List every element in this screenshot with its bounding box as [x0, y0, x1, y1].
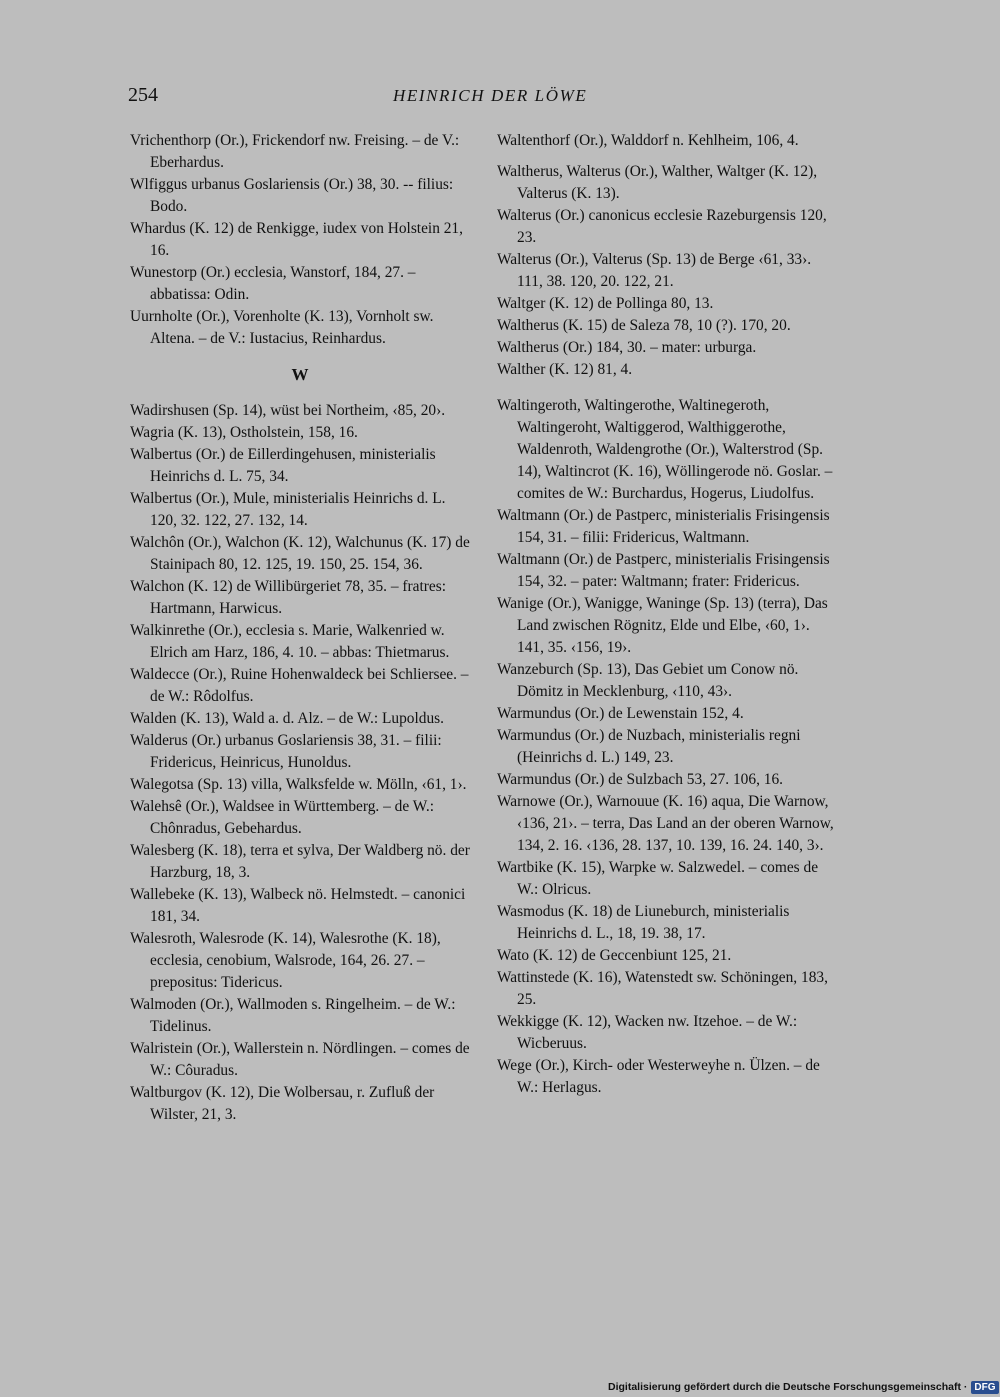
index-entry: Waltenthorf (Or.), Walddorf n. Kehlheim, 106, 4. — [497, 132, 799, 149]
index-entry: Warnowe (Or.), Warnouue (K. 16) aqua, Die Warnow, ‹136, 21›. – terra, Das Land an der oberen Warnow, 134, 2. 16. ‹136, 28. 137, 10. 139, 16. 24. 140, 3›. — [497, 793, 834, 854]
index-entry: Walkinrethe (Or.), ecclesia s. Marie, Walkenried w. Elrich am Harz, 186, 4. 10. – abbas: Thietmarus. — [130, 622, 450, 661]
index-entry: Wasmodus (K. 18) de Liuneburch, ministerialis Heinrichs d. L., 18, 19. 38, 17. — [497, 903, 790, 942]
index-entry: Waltherus, Walterus (Or.), Walther, Waltger (K. 12), Valterus (K. 13). — [497, 163, 818, 202]
index-entry: Walbertus (Or.) de Eillerdingehusen, ministerialis Heinrichs d. L. 75, 34. — [130, 446, 436, 485]
index-entry: Waltingeroth, Waltingerothe, Waltinegeroth, Waltingeroht, Waltiggerod, Walthiggerothe, Waldenroth, Waldengrothe (Or.), Walterstrod (Sp. 14), Waltincrot (K. 16), Wöllingerode nö. Goslar. – comites de W.: Burchardus, Hogerus, Liudolfus. — [497, 397, 833, 502]
index-entry: Waltherus (Or.) 184, 30. – mater: urburga. — [497, 339, 757, 356]
section-letter: W — [291, 365, 309, 384]
index-entry: Warmundus (Or.) de Nuzbach, ministerialis regni (Heinrichs d. L.) 149, 23. — [497, 727, 801, 766]
page-header — [128, 84, 836, 114]
right-column — [497, 130, 837, 1099]
index-entry: Waltburgov (K. 12), Die Wolbersau, r. Zufluß der Wilster, 21, 3. — [130, 1084, 435, 1123]
index-entry: Walristein (Or.), Wallerstein n. Nördlingen. – comes de W.: Côuradus. — [130, 1040, 470, 1079]
footer-text: Digitalisierung gefördert durch die Deutsche Forschungsgemeinschaft · — [608, 1381, 968, 1393]
index-entry: Wekkigge (K. 12), Wacken nw. Itzehoe. – de W.: Wicberuus. — [497, 1013, 798, 1052]
running-title: HEINRICH DER LÖWE — [393, 86, 588, 105]
index-entry: Waltherus (K. 15) de Saleza 78, 10 (?). 170, 20. — [497, 317, 791, 334]
index-entry: Walesberg (K. 18), terra et sylva, Der Waldberg nö. der Harzburg, 18, 3. — [130, 842, 470, 881]
index-entry: Wanige (Or.), Wanigge, Waninge (Sp. 13) (terra), Das Land zwischen Rögnitz, Elde und Elbe, ‹60, 1›. 141, 35. ‹156, 19›. — [497, 595, 828, 656]
funding-footer — [608, 1378, 999, 1396]
left-column — [130, 130, 470, 1126]
index-entry: Vrichenthorp (Or.), Frickendorf nw. Freising. – de V.: Eberhardus. — [130, 132, 460, 171]
index-entry: Uurnholte (Or.), Vorenholte (K. 13), Vornholt sw. Altena. – de V.: Iustacius, Reinhardus. — [130, 308, 434, 347]
index-entry: Walterus (Or.) canonicus ecclesie Razeburgensis 120, 23. — [497, 207, 827, 246]
index-entry: Walchôn (Or.), Walchon (K. 12), Walchunus (K. 17) de Stainipach 80, 12. 125, 19. 150, 25. 154, 36. — [130, 534, 470, 573]
index-entry: Walden (K. 13), Wald a. d. Alz. – de W.: Lupoldus. — [130, 710, 444, 727]
index-entry: Wanzeburch (Sp. 13), Das Gebiet um Conow nö. Dömitz in Mecklenburg, ‹110, 43›. — [497, 661, 799, 700]
index-entry: Waldecce (Or.), Ruine Hohenwaldeck bei Schliersee. – de W.: Rôdolfus. — [130, 666, 469, 705]
index-entry: Walbertus (Or.), Mule, ministerialis Heinrichs d. L. 120, 32. 122, 27. 132, 14. — [130, 490, 446, 529]
index-entry: Warmundus (Or.) de Sulzbach 53, 27. 106, 16. — [497, 771, 784, 788]
dfg-logo-icon: DFG — [971, 1381, 998, 1394]
index-entry: Whardus (K. 12) de Renkigge, iudex von Holstein 21, 16. — [130, 220, 463, 259]
index-entry: Walderus (Or.) urbanus Goslariensis 38, 31. – filii: Fridericus, Heinricus, Hunoldus. — [130, 732, 442, 771]
index-entry: Walegotsa (Sp. 13) villa, Walksfelde w. Mölln, ‹61, 1›. — [130, 776, 467, 793]
index-entry: Wallebeke (K. 13), Walbeck nö. Helmstedt. – canonici 181, 34. — [130, 886, 466, 925]
index-entry: Waltmann (Or.) de Pastperc, ministerialis Frisingensis 154, 32. – pater: Waltmann; frater: Fridericus. — [497, 551, 830, 590]
index-entry: Walehsê (Or.), Waldsee in Württemberg. – de W.: Chônradus, Gebehardus. — [130, 798, 434, 837]
index-entry: Walchon (K. 12) de Willibürgeriet 78, 35. – fratres: Hartmann, Harwicus. — [130, 578, 446, 617]
index-entry: Waltmann (Or.) de Pastperc, ministerialis Frisingensis 154, 31. – filii: Fridericus, Waltmann. — [497, 507, 830, 546]
index-entry: Wlfiggus urbanus Goslariensis (Or.) 38, 30. -- filius: Bodo. — [130, 176, 454, 215]
index-entry: Wato (K. 12) de Geccenbiunt 125, 21. — [497, 947, 732, 964]
index-entry: Wagria (K. 13), Ostholstein, 158, 16. — [130, 424, 358, 441]
index-entry: Walesroth, Walesrode (K. 14), Walesrothe (K. 18), ecclesia, cenobium, Walsrode, 164, 26. 27. – prepositus: Tidericus. — [130, 930, 441, 991]
index-entry: Waltger (K. 12) de Pollinga 80, 13. — [497, 295, 714, 312]
index-entry: Walther (K. 12) 81, 4. — [497, 361, 633, 378]
index-entry: Walterus (Or.), Valterus (Sp. 13) de Berge ‹61, 33›. 111, 38. 120, 20. 122, 21. — [497, 251, 812, 290]
index-entry: Wadirshusen (Sp. 14), wüst bei Northeim, ‹85, 20›. — [130, 402, 446, 419]
index-entry: Walmoden (Or.), Wallmoden s. Ringelheim. – de W.: Tidelinus. — [130, 996, 456, 1035]
page-number: 254 — [128, 84, 158, 106]
index-entry: Wattinstede (K. 16), Watenstedt sw. Schöningen, 183, 25. — [497, 969, 828, 1008]
index-entry: Wunestorp (Or.) ecclesia, Wanstorf, 184, 27. – abbatissa: Odin. — [130, 264, 416, 303]
index-entry: Warmundus (Or.) de Lewenstain 152, 4. — [497, 705, 744, 722]
index-entry: Wartbike (K. 15), Warpke w. Salzwedel. – comes de W.: Olricus. — [497, 859, 819, 898]
index-entry: Wege (Or.), Kirch- oder Westerweyhe n. Ülzen. – de W.: Herlagus. — [497, 1057, 820, 1096]
